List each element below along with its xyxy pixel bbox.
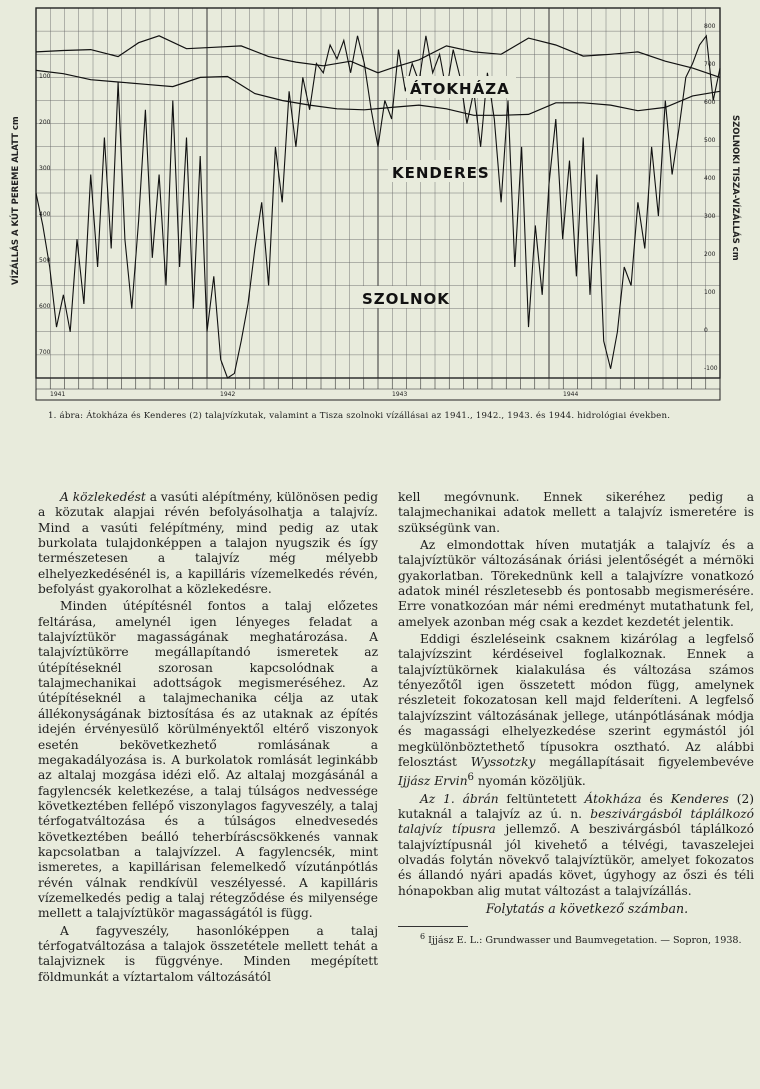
author-name: Ijjász Ervin [398, 774, 468, 789]
y-tick-label-left: 300 [39, 165, 51, 172]
footnote-ref: 6 [467, 772, 475, 784]
y-tick-label-right: 500 [704, 137, 716, 144]
y-tick-label-right: -100 [704, 365, 718, 372]
paragraph-text: Eddigi észleléseink csaknem kizárólag a legfelső talajvízszint kérdéseivel foglalkoznak. Ennek a talajvíztükörnek kialakulása és változása számos tényezőtől igen összetett módon függ, amelynek részleteit fokozatosan kell majd felderíteni. A legfelső talajvízszint változásának jellege, utánpótlásának módja és magassági elhelyezkedése szerint egymástól jól megkülönböztethető típusokra osztható. Az alábbi felosztást [398, 632, 754, 769]
paragraph: Az elmondottak híven mutatják a talajvíz és a talajvíztükör változásának óriási jelentőségét a mérnöki gyakorlatban. Törekednünk kell a talajvízre vonatkozó adatok minél részletesebb és pontosabb megismerésére. Erre vonatkozóan már némi eredményt mutathatunk fel, amelyek azonban még csak a kezdet kezdetét jelentik. [398, 538, 754, 629]
y-tick-label-right: 800 [704, 23, 716, 30]
paragraph-text: (2) kutaknál a talajvíz az ú. n. [398, 791, 755, 821]
footnote-text: Ijjász E. L.: Grundwasser und Baumvegetation. — Sopron, 1938. [425, 935, 742, 947]
footnote-mark: 6 [420, 932, 426, 942]
series-label-kenderes: KENDERES [392, 164, 490, 182]
paragraph [398, 632, 754, 790]
y-tick-label-left: 400 [39, 211, 51, 218]
paragraph-text: nyomán közöljük. [474, 774, 586, 789]
paragraph: kell megóvnunk. Ennek sikeréhez pedig a talajmechanikai adatok mellett a talajvíz ismeretére is szükségünk van. [398, 490, 754, 535]
emphasis: A közlekedést [60, 490, 146, 504]
y-tick-label-right: 600 [704, 99, 716, 106]
paragraph: Minden útépítésnél fontos a talaj előzetes feltárása, amelynél igen lényeges feladat a talajvíztükör magasságának meghatározása. A talajvíztükörre megállapítandó ismeretek az útépítéseknél szorosan kapcsolódnak a talajmechanikai adottságok megismeréséhez. Az útépítéseknél a talajmechanika célja az utak állékonyságának biztosítása és az utaknak az építés idején érvényesülő körülményektől eltérő viszonyok esetén bekövetkezhető romlásának a megakadályozása is. A burkolatok romlását leginkább az altalaj mozgása idézi elő. Az altalaj mozgásánál a fagylencsék keletkezése, a talaj túlságos nedvessége következtében fellépő viszonylagos fagyveszély, a talaj térfogatváltozása és a túlságos elnedvesedés következtében beálló teherbíráscsökkenés vannak kapcsolatban a talajvízzel. A fagylencsék, mint ismeretes, a kapillárisan felemelkedő vízutánpótlás révén válnak rendkívül veszélyessé. A kapilláris vízemelkedés pedig a talaj rétegződése és milyensége mellett a talajvíztükör magasságától is függ. [38, 599, 378, 921]
year-label-1944: 1944 [563, 391, 579, 398]
text-column-right [398, 490, 754, 950]
y-tick-label-right: 300 [704, 213, 716, 220]
footnote-divider [398, 926, 468, 927]
paragraph [38, 490, 378, 597]
y-tick-label-right: 700 [704, 61, 716, 68]
y-tick-label-right: 100 [704, 289, 716, 296]
paragraph [398, 792, 754, 899]
emphasis: beszivárgásból táplálkozó talajvíz típusra [398, 806, 754, 837]
emphasis: Átokháza [584, 791, 642, 806]
paragraph-text: a vasúti alépítmény, különösen pedig a közutak alapjai révén befolyásolhatja a talajvíz. Mind a vasúti felépítmény, mind pedig az utak burkolata tulajdonképpen a talajon nyugszik és így természetesen a talajvíz még mélyebb elhelyezkedésénél is, a kapilláris vízemelkedés révén, befolyást gyakorolhat a közlekedésre. [38, 490, 378, 597]
text-column-left [38, 490, 378, 987]
y-tick-label-left: 700 [39, 349, 51, 356]
year-label-1942: 1942 [220, 391, 236, 398]
author-name: Wyssotzky [470, 754, 536, 769]
y-tick-label-right: 200 [704, 251, 716, 258]
year-label-1943: 1943 [392, 391, 408, 398]
year-label-1941: 1941 [50, 391, 66, 398]
chart-grid [36, 8, 720, 378]
y-tick-label-left: 600 [39, 303, 51, 310]
continuation-note: Folytatás a következő számban. [485, 901, 689, 916]
y-axis-label-right: SZOLNOKI TISZA-VÍZÁLLÁS cm [730, 115, 740, 261]
emphasis: Kenderes [670, 791, 729, 806]
series-label-atokhaza: ÁTOKHÁZA [410, 80, 510, 98]
y-tick-label-right: 0 [704, 327, 708, 334]
paragraph: A fagyveszély, hasonlóképpen a talaj térfogatváltozása a talajok összetétele mellett tehát a talajviznek is függvénye. Minden megépített földmunkát a víztartalom változásától [38, 923, 378, 984]
paragraph-text: és [641, 791, 671, 806]
hydrograph-figure [0, 0, 760, 405]
y-tick-label-left: 200 [39, 119, 51, 126]
paragraph-text: feltüntetett [498, 791, 585, 806]
figure-caption: 1. ábra: Átokháza és Kenderes (2) talajvízkutak, valamint a Tisza szolnoki vízállásai az 1941., 1942., 1943. és 1944. hidrológiai években. [48, 411, 671, 421]
paragraph-text: megállapításait figyelembevéve [535, 754, 755, 769]
footnote [398, 931, 754, 947]
y-tick-label-right: 400 [704, 175, 716, 182]
paragraph-text: jellemző. A beszivárgásból táplálkozó talajvíztípusnál jól kivehető a télvégi, tavaszelejei olvadás folytán növekvő talajvíztükör, amelyet fokozatos és állandó nyári apadás követ, úgyhogy az őszi és téli hónapokban alig mutat változást a talajvízállás. [398, 822, 754, 898]
y-tick-label-left: 500 [39, 257, 51, 264]
y-tick-label-left: 100 [39, 73, 51, 80]
emphasis: Az 1. ábrán [420, 791, 499, 806]
month-timeline [36, 378, 720, 400]
y-axis-label-left: VÍZÁLLÁS A KÚT PEREME ALATT cm [11, 116, 21, 285]
series-label-szolnok: SZOLNOK [362, 290, 450, 308]
